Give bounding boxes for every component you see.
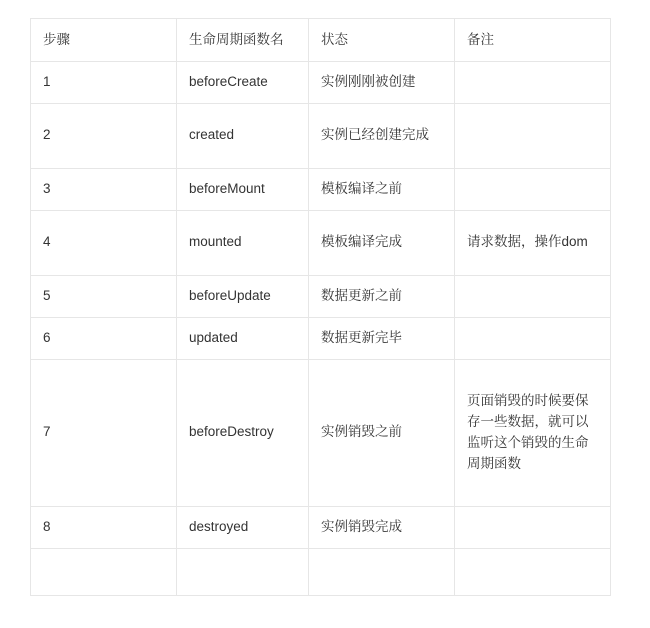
table-row xyxy=(31,359,611,506)
cell-step: 3 xyxy=(31,168,177,210)
table-row xyxy=(31,548,611,595)
cell-state: 数据更新之前 xyxy=(309,275,455,317)
cell-step: 4 xyxy=(31,210,177,275)
cell-state: 数据更新完毕 xyxy=(309,317,455,359)
cell-step: 8 xyxy=(31,506,177,548)
cell-note xyxy=(455,548,611,595)
cell-hook: beforeUpdate xyxy=(177,275,309,317)
cell-step: 7 xyxy=(31,359,177,506)
table-row xyxy=(31,103,611,168)
table-row xyxy=(31,210,611,275)
cell-step: 1 xyxy=(31,62,177,104)
cell-note xyxy=(455,506,611,548)
cell-note xyxy=(455,275,611,317)
cell-hook: mounted xyxy=(177,210,309,275)
column-header-state: 状态 xyxy=(309,19,455,62)
table-header xyxy=(31,19,611,62)
cell-step: 6 xyxy=(31,317,177,359)
cell-hook: created xyxy=(177,103,309,168)
cell-hook: beforeDestroy xyxy=(177,359,309,506)
cell-step: 2 xyxy=(31,103,177,168)
cell-note xyxy=(455,168,611,210)
cell-step xyxy=(31,548,177,595)
table-row xyxy=(31,62,611,104)
column-header-hook: 生命周期函数名 xyxy=(177,19,309,62)
cell-note: 请求数据，操作dom xyxy=(455,210,611,275)
cell-state: 实例刚刚被创建 xyxy=(309,62,455,104)
cell-hook: destroyed xyxy=(177,506,309,548)
table-row xyxy=(31,317,611,359)
table-row xyxy=(31,168,611,210)
cell-note: 页面销毁的时候要保存一些数据，就可以监听这个销毁的生命周期函数 xyxy=(455,359,611,506)
cell-note xyxy=(455,62,611,104)
cell-note xyxy=(455,317,611,359)
cell-state: 实例销毁之前 xyxy=(309,359,455,506)
cell-step: 5 xyxy=(31,275,177,317)
column-header-note: 备注 xyxy=(455,19,611,62)
cell-state: 模板编译完成 xyxy=(309,210,455,275)
table-row xyxy=(31,275,611,317)
cell-hook xyxy=(177,548,309,595)
lifecycle-table xyxy=(30,18,611,596)
cell-hook: updated xyxy=(177,317,309,359)
table-header-row xyxy=(31,19,611,62)
cell-state: 实例销毁完成 xyxy=(309,506,455,548)
table-body xyxy=(31,62,611,596)
cell-note xyxy=(455,103,611,168)
column-header-step: 步骤 xyxy=(31,19,177,62)
table-row xyxy=(31,506,611,548)
cell-state xyxy=(309,548,455,595)
cell-state: 模板编译之前 xyxy=(309,168,455,210)
cell-hook: beforeCreate xyxy=(177,62,309,104)
cell-hook: beforeMount xyxy=(177,168,309,210)
cell-state: 实例已经创建完成 xyxy=(309,103,455,168)
